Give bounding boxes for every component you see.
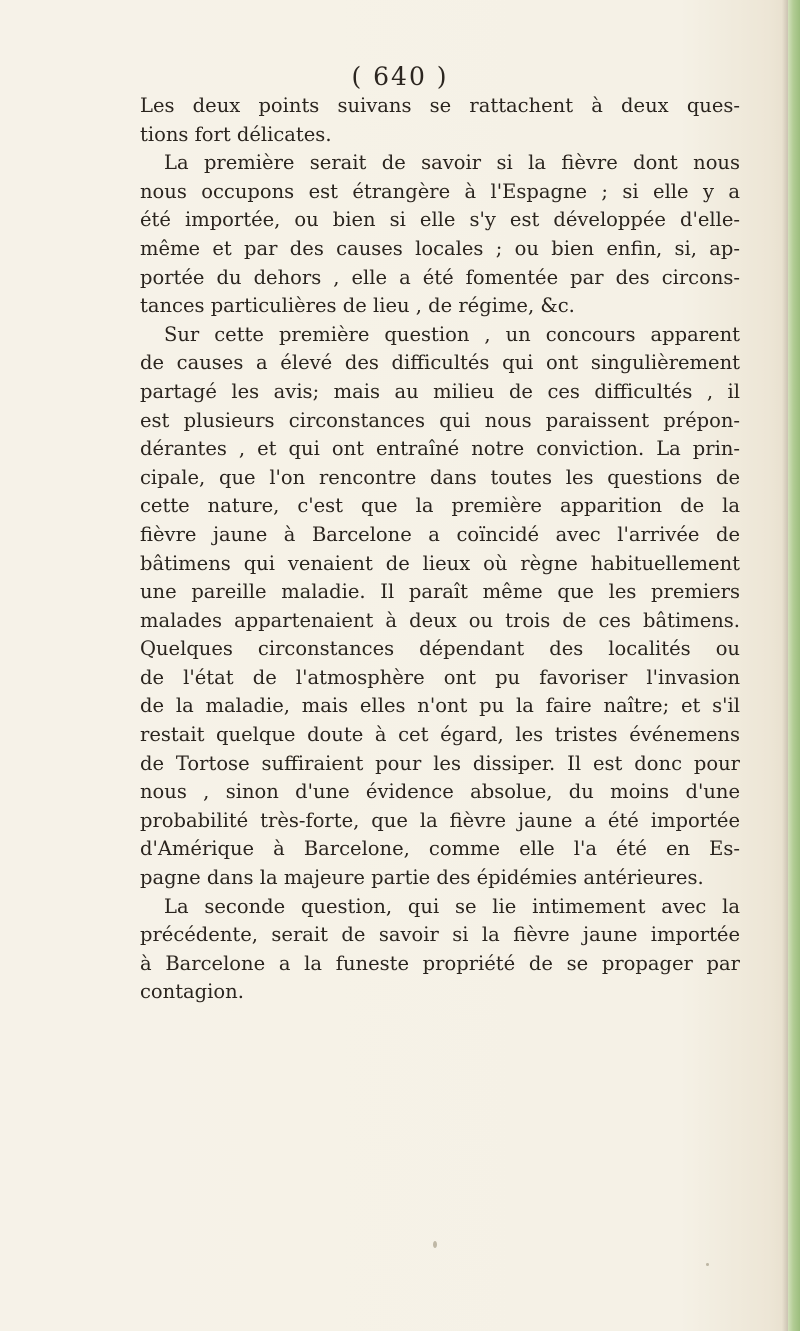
text-line: d'Amérique à Barcelone, comme elle l'a été en Es- <box>140 837 740 861</box>
text-line: contagion. <box>140 980 244 1004</box>
text-line: est plusieurs circonstances qui nous paraissent prépon- <box>140 408 740 432</box>
text-line: bâtimens qui venaient de lieux où règne habituellement <box>140 551 740 575</box>
text-line: Quelques circonstances dépendant des localités ou <box>140 637 740 661</box>
text-line: de Tortose suffiraient pour les dissiper. Il est donc pour <box>140 751 740 775</box>
text-line: cipale, que l'on rencontre dans toutes les questions de <box>140 465 740 489</box>
text-line: nous , sinon d'une évidence absolue, du moins d'une <box>140 780 740 804</box>
text-line: portée du dehors , elle a été fomentée par des circons- <box>140 265 740 289</box>
text-line: Les deux points suivans se rattachent à deux ques- <box>140 94 740 117</box>
ink-speck <box>433 1241 437 1248</box>
text-line: précédente, serait de savoir si la fièvre jaune importée <box>140 923 740 947</box>
text-line: nous occupons est étrangère à l'Espagne ; si elle y a <box>140 179 740 203</box>
text-line: tions fort délicates. <box>140 122 332 146</box>
text-line: La seconde question, qui se lie intimement avec la <box>164 894 740 918</box>
text-line: pagne dans la majeure partie des épidémies antérieures. <box>140 866 704 890</box>
text-line: dérantes , et qui ont entraîné notre conviction. La prin- <box>140 437 740 461</box>
binding-edge <box>788 0 800 1331</box>
text-line: de la maladie, mais elles n'ont pu la faire naître; et s'il <box>140 694 740 718</box>
text-line: même et par des causes locales ; ou bien enfin, si, ap- <box>140 236 740 260</box>
ink-speck <box>706 1263 709 1266</box>
text-line: Sur cette première question , un concours apparent <box>164 322 740 346</box>
text-line: cette nature, c'est que la première apparition de la <box>140 494 740 518</box>
text-line: de causes a élevé des difficultés qui ont singulièrement <box>140 351 740 375</box>
text-line: probabilité très-forte, que la fièvre jaune a été importée <box>140 808 740 832</box>
text-line: de l'état de l'atmosphère ont pu favoriser l'invasion <box>140 665 740 689</box>
text-line: à Barcelone a la funeste propriété de se propager par <box>140 951 740 975</box>
text-line: La première serait de savoir si la fièvre dont nous <box>164 151 740 175</box>
text-line: fièvre jaune à Barcelone a coïncidé avec l'arrivée de <box>140 522 740 546</box>
text-line: partagé les avis; mais au milieu de ces difficultés , il <box>140 379 740 403</box>
text-line: restait quelque doute à cet égard, les tristes événemens <box>140 723 740 747</box>
text-line: malades appartenaient à deux ou trois de ces bâtimens. <box>140 608 740 632</box>
body-text <box>140 92 740 1007</box>
text-line: été importée, ou bien si elle s'y est développée d'elle- <box>140 208 740 232</box>
page-number: ( 640 ) <box>351 62 449 91</box>
text-line: une pareille maladie. Il paraît même que les premiers <box>140 580 740 604</box>
text-line: tances particulières de lieu , de régime, &c. <box>140 294 575 318</box>
